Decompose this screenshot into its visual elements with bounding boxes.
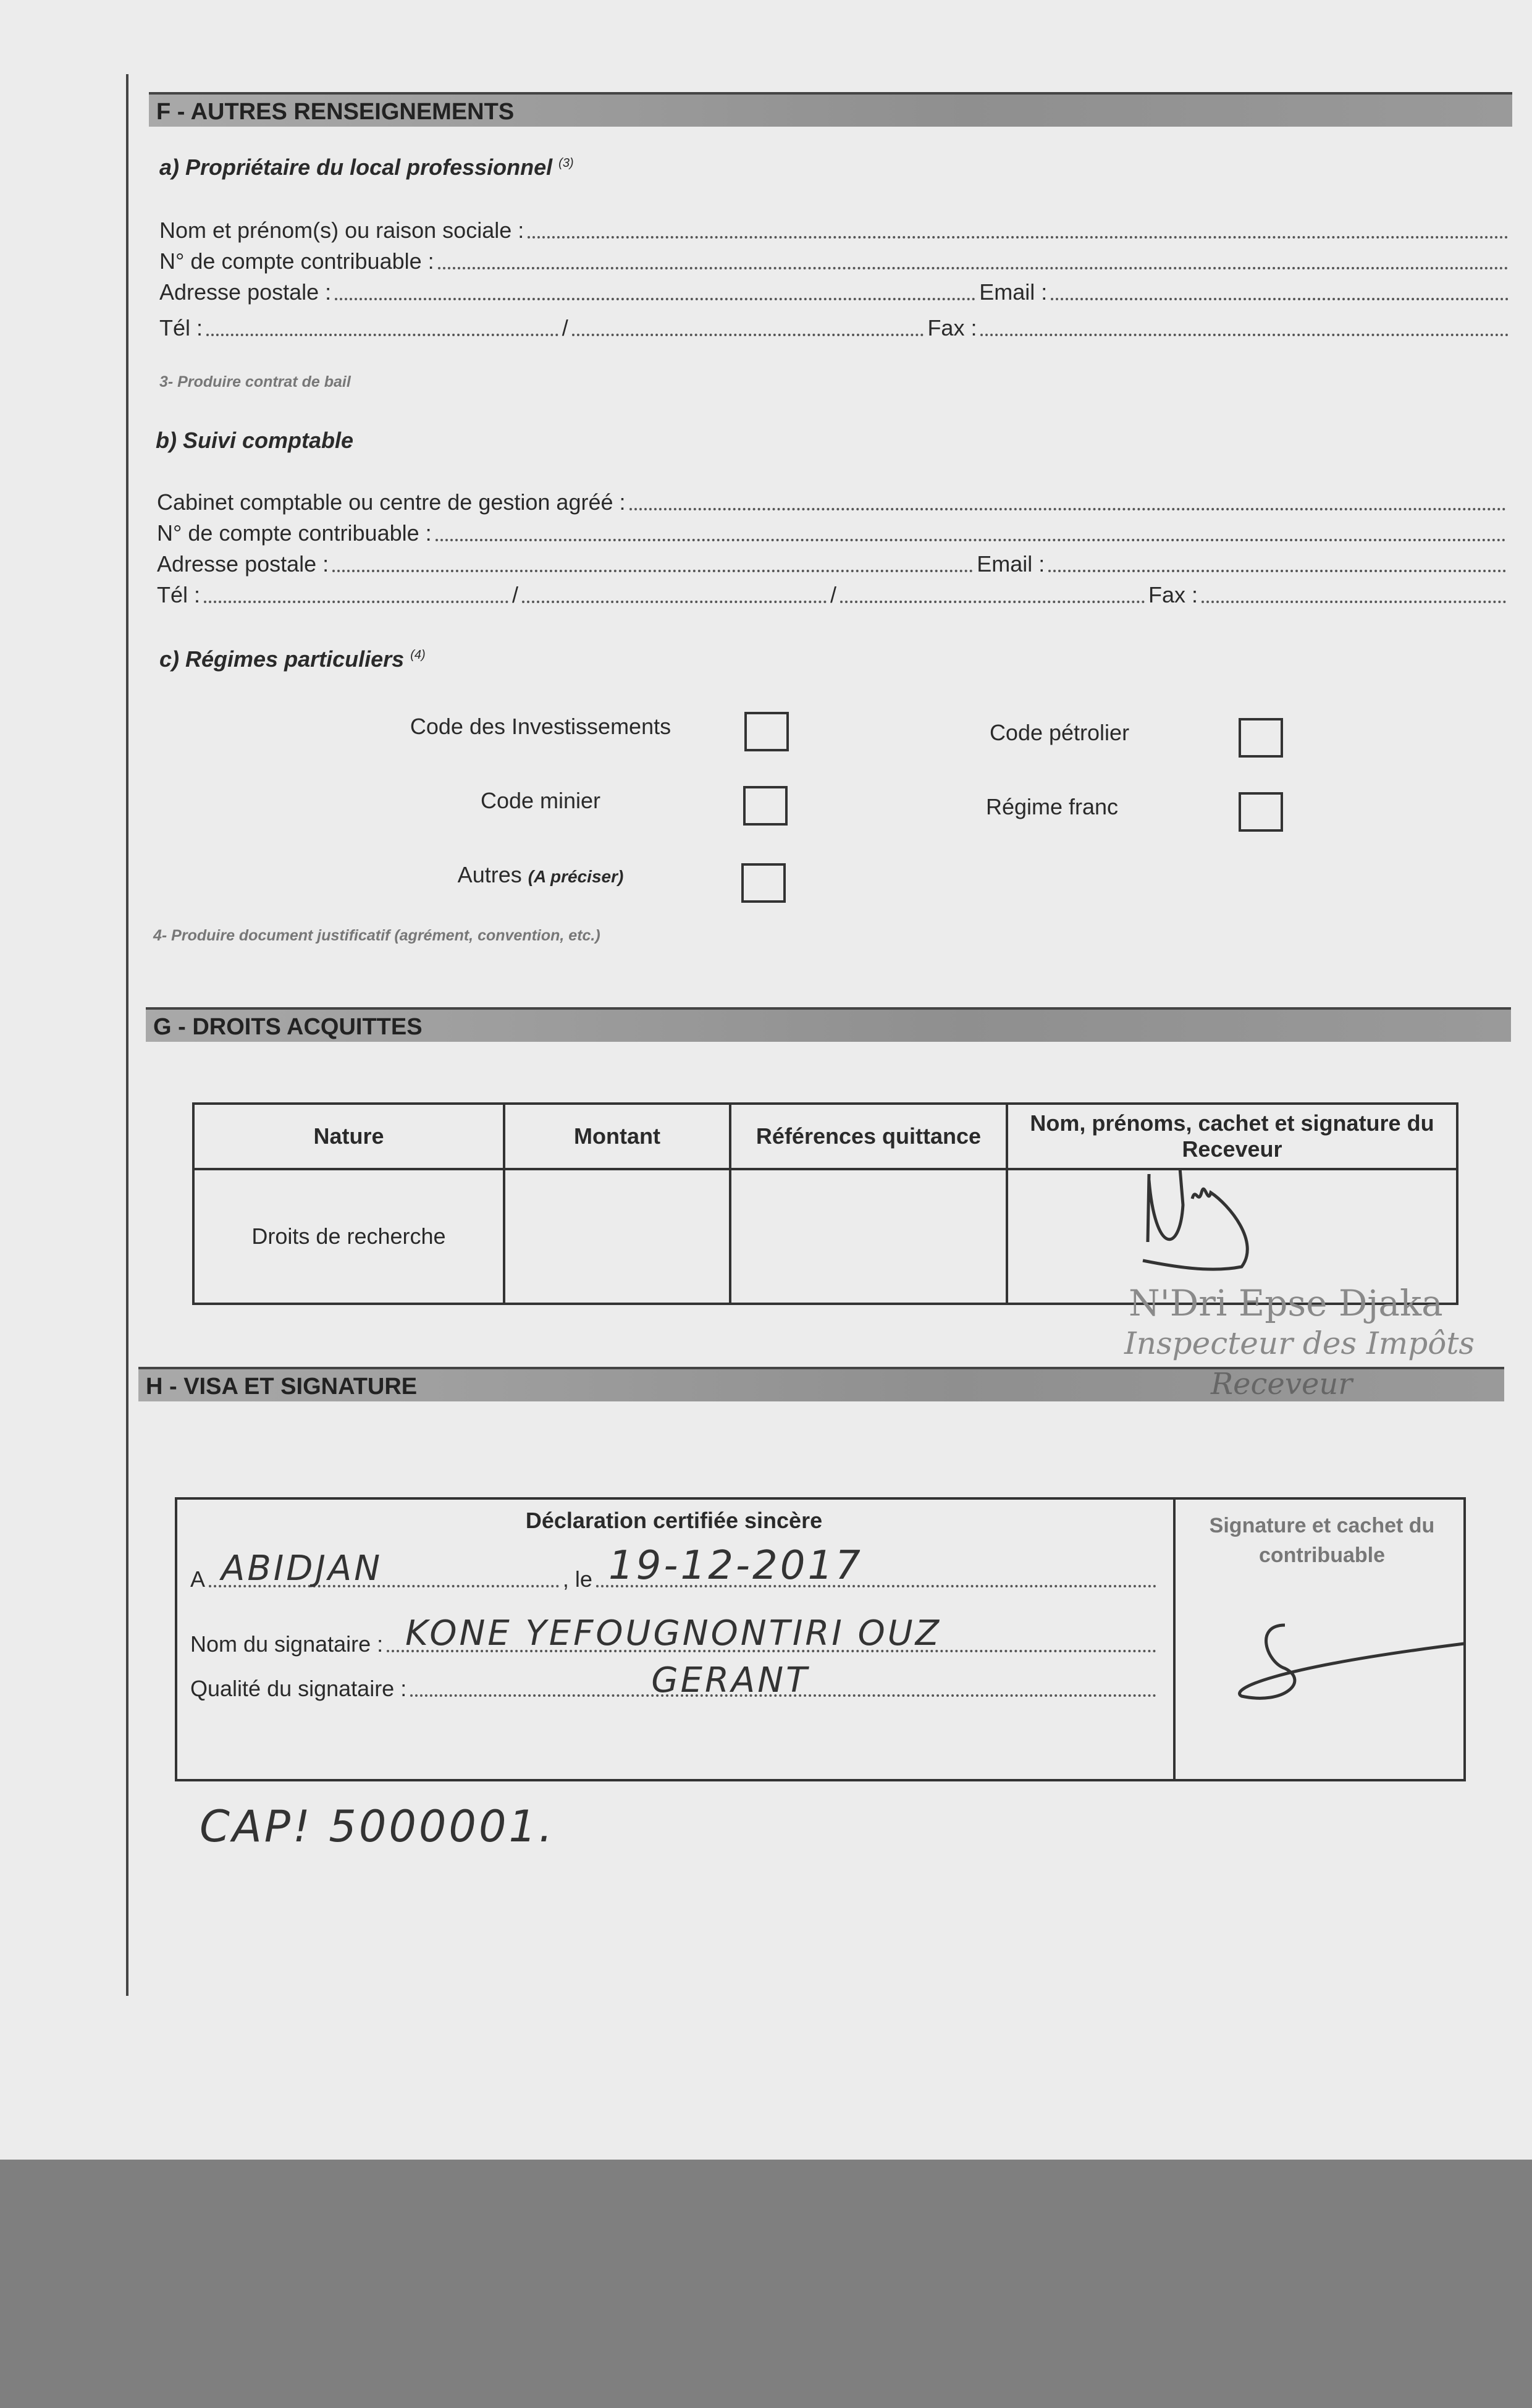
section-g-header: G - DROITS ACQUITTES [146, 1007, 1511, 1042]
label: N° de compte contribuable : [159, 248, 434, 274]
label: Tél : [159, 315, 203, 340]
owner-subtitle [159, 154, 574, 180]
footnote-4: 4- Produire document justificatif (agrément, convention, etc.) [153, 927, 600, 944]
regime-label-text: Autres [457, 862, 522, 887]
label: Cabinet comptable ou centre de gestion agréé : [157, 489, 626, 515]
column-header: Montant [504, 1104, 730, 1169]
column-header: Nature [193, 1104, 504, 1169]
table-cell: Droits de recherche [193, 1169, 504, 1304]
table-cell[interactable] [730, 1169, 1007, 1304]
declaration-title: Déclaration certifiée sincère [525, 1508, 823, 1533]
column-header: Références quittance [730, 1104, 1007, 1169]
signature-title: Signature et cachet du contribuable [1209, 1514, 1435, 1567]
left-border [126, 74, 128, 1996]
quality-value: GERANT [651, 1660, 810, 1700]
label: Tél : [157, 582, 201, 607]
label: A [190, 1566, 206, 1592]
label: N° de compte contribuable : [157, 520, 432, 546]
owner-name-field[interactable] [159, 218, 1512, 243]
cabinet-address-field[interactable] [157, 551, 1510, 577]
label: Nom du signataire : [190, 1631, 384, 1657]
checkbox-code-minier[interactable] [743, 786, 788, 826]
owner-address-field[interactable] [159, 279, 1512, 305]
signer-quality-field[interactable] [190, 1660, 1160, 1702]
label: , le [562, 1566, 592, 1592]
accounting-subtitle: b) Suivi comptable [156, 428, 354, 453]
regimes-subtitle-text: c) Régimes particuliers [159, 646, 405, 672]
label: Fax : [1148, 582, 1198, 607]
regime-label [458, 862, 624, 888]
owner-subtitle-text: a) Propriétaire du local professionnel [159, 154, 553, 180]
date-value: 19-12-2017 [608, 1543, 863, 1589]
signer-name-field[interactable] [190, 1613, 1160, 1657]
section-f-header: F - AUTRES RENSEIGNEMENTS [149, 92, 1512, 127]
regimes-subtitle [159, 646, 426, 672]
checkbox-autres[interactable] [741, 863, 786, 903]
owner-account-field[interactable] [159, 248, 1512, 274]
regime-label: Code pétrolier [989, 720, 1130, 745]
divider [1173, 1497, 1176, 1781]
handwritten-note: CAP! 5000001. [200, 1801, 555, 1852]
footnote-3: 3- Produire contrat de bail [159, 373, 351, 391]
label: Nom et prénom(s) ou raison sociale : [159, 218, 524, 243]
label: Adresse postale : [159, 279, 332, 305]
stamp-name: N'Dri Epse Djaka [1129, 1282, 1443, 1324]
place-date-field[interactable] [190, 1543, 1160, 1592]
receiver-signature [1137, 1168, 1365, 1285]
label: Email : [979, 279, 1048, 305]
label: Qualité du signataire : [190, 1676, 407, 1701]
label: Email : [977, 551, 1045, 577]
column-header: Nom, prénoms, cachet et signature du Receveur [1007, 1104, 1457, 1169]
regime-label: Régime franc [985, 794, 1119, 819]
label: / [830, 582, 837, 607]
stamp-title: Inspecteur des Impôts [1124, 1325, 1475, 1361]
table-header-row [193, 1104, 1457, 1169]
label: Adresse postale : [157, 551, 329, 577]
checkbox-code-petrolier[interactable] [1239, 718, 1283, 758]
contributor-signature [1229, 1619, 1470, 1712]
owner-phone-field[interactable] [159, 315, 1512, 341]
label: Fax : [927, 315, 977, 340]
cabinet-account-field[interactable] [157, 520, 1510, 546]
cabinet-field[interactable] [157, 489, 1510, 515]
regime-label: Code des Investissements [410, 714, 671, 739]
place-value: ABIDJAN [221, 1548, 383, 1589]
footnote-ref: (3) [558, 156, 574, 170]
checkbox-code-investissements[interactable] [744, 712, 789, 751]
regime-label: Code minier [480, 788, 601, 813]
regime-qualifier: (A préciser) [528, 867, 624, 886]
stamp-role: Receveur [1211, 1367, 1353, 1401]
footnote-ref: (4) [410, 648, 426, 662]
cabinet-phone-field[interactable] [157, 582, 1510, 608]
label: / [512, 582, 519, 607]
section-h-header: H - VISA ET SIGNATURE [138, 1367, 1504, 1401]
table-cell[interactable] [504, 1169, 730, 1304]
checkbox-regime-franc[interactable] [1239, 792, 1283, 832]
signer-value: KONE YEFOUGNONTIRI OUZ [405, 1613, 942, 1654]
label: / [562, 315, 568, 340]
